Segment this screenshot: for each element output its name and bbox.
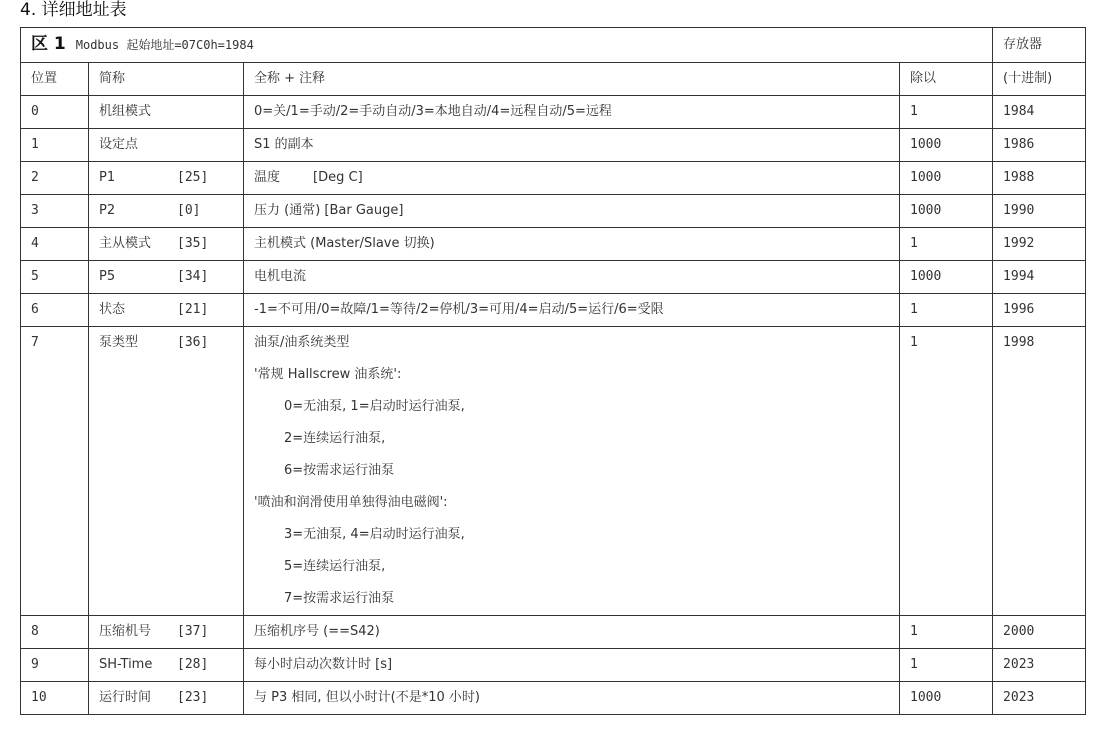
pump-type-note-line: 7=按需求运行油泵 bbox=[284, 591, 395, 606]
short-name: 主从模式 bbox=[99, 236, 152, 251]
register-tag: [35] bbox=[177, 236, 209, 251]
divide-cell: 1 bbox=[900, 294, 993, 327]
register-tag: [28] bbox=[177, 657, 209, 672]
position-cell: 2 bbox=[21, 162, 89, 195]
short-name: P2 bbox=[99, 203, 116, 218]
short-name-cell bbox=[89, 162, 244, 195]
full-name-cell: 0=关/1=手动/2=手动自动/3=本地自动/4=远程自动/5=远程 bbox=[244, 96, 900, 129]
register-header: 存放器 bbox=[993, 28, 1086, 63]
pump-type-note-line: 5=连续运行油泵, bbox=[284, 559, 386, 574]
register-tag: [34] bbox=[177, 269, 209, 284]
col-short-name: 简称 bbox=[89, 63, 244, 96]
short-name-cell bbox=[89, 261, 244, 294]
full-name-cell: 每小时启动次数计时 [s] bbox=[244, 649, 900, 682]
register-cell: 1996 bbox=[993, 294, 1086, 327]
register-cell: 1992 bbox=[993, 228, 1086, 261]
short-name: 机组模式 bbox=[99, 104, 152, 119]
register-tag: [37] bbox=[177, 624, 209, 639]
position-cell: 7 bbox=[21, 327, 89, 616]
divide-cell: 1000 bbox=[900, 682, 993, 715]
full-name-cell: 温度 [Deg C] bbox=[244, 162, 900, 195]
register-cell: 1994 bbox=[993, 261, 1086, 294]
register-tag: [36] bbox=[177, 335, 209, 350]
divide-cell: 1 bbox=[900, 649, 993, 682]
register-tag: [0] bbox=[177, 203, 201, 218]
short-name: P1 bbox=[99, 170, 116, 185]
table-row bbox=[21, 228, 1086, 261]
table-row bbox=[21, 616, 1086, 649]
table-row bbox=[21, 294, 1086, 327]
register-tag: [23] bbox=[177, 690, 209, 705]
short-name-cell bbox=[89, 327, 244, 616]
short-name-cell bbox=[89, 129, 244, 162]
column-header-row bbox=[21, 63, 1086, 96]
position-cell: 8 bbox=[21, 616, 89, 649]
col-divide: 除以 bbox=[900, 63, 993, 96]
register-tag: [21] bbox=[177, 302, 209, 317]
pump-type-note-line: 2=连续运行油泵, bbox=[284, 431, 386, 446]
register-cell: 2023 bbox=[993, 649, 1086, 682]
position-cell: 10 bbox=[21, 682, 89, 715]
position-cell: 4 bbox=[21, 228, 89, 261]
short-name: SH-Time bbox=[99, 657, 153, 672]
register-tag: [25] bbox=[177, 170, 209, 185]
short-name: 设定点 bbox=[99, 137, 139, 152]
short-name: 运行时间 bbox=[99, 690, 152, 705]
short-name-cell bbox=[89, 294, 244, 327]
divide-cell: 1000 bbox=[900, 261, 993, 294]
position-cell: 3 bbox=[21, 195, 89, 228]
short-name-cell bbox=[89, 616, 244, 649]
modbus-start-address: Modbus 起始地址=07C0h=1984 bbox=[75, 38, 254, 52]
full-name-cell: 压缩机序号 (==S42) bbox=[244, 616, 900, 649]
table-row bbox=[21, 195, 1086, 228]
table-row bbox=[21, 261, 1086, 294]
table-row bbox=[21, 96, 1086, 129]
short-name-cell bbox=[89, 649, 244, 682]
pump-type-note-line: '常规 Hallscrew 油系统': bbox=[254, 367, 402, 382]
address-table bbox=[20, 27, 1086, 715]
position-cell: 9 bbox=[21, 649, 89, 682]
region-header-row bbox=[21, 28, 1086, 63]
short-name-cell bbox=[89, 96, 244, 129]
table-row-pump-type bbox=[21, 327, 1086, 616]
col-decimal: (十进制) bbox=[993, 63, 1086, 96]
table-row bbox=[21, 129, 1086, 162]
table-row bbox=[21, 682, 1086, 715]
register-cell: 1984 bbox=[993, 96, 1086, 129]
position-cell: 6 bbox=[21, 294, 89, 327]
full-name-cell: S1 的副本 bbox=[244, 129, 900, 162]
pump-type-note-line: 3=无油泵, 4=启动时运行油泵, bbox=[284, 527, 465, 542]
pump-type-note-line: '喷油和润滑使用单独得油电磁阀': bbox=[254, 495, 448, 510]
short-name: P5 bbox=[99, 269, 116, 284]
short-name: 压缩机号 bbox=[99, 624, 152, 639]
col-position: 位置 bbox=[21, 63, 89, 96]
register-cell: 1988 bbox=[993, 162, 1086, 195]
register-cell: 1986 bbox=[993, 129, 1086, 162]
full-name-cell: 电机电流 bbox=[244, 261, 900, 294]
pump-type-note-line: 6=按需求运行油泵 bbox=[284, 463, 395, 478]
divide-cell: 1 bbox=[900, 96, 993, 129]
register-cell: 1998 bbox=[993, 327, 1086, 616]
divide-cell: 1000 bbox=[900, 129, 993, 162]
region-label: 区 1 bbox=[31, 34, 66, 54]
short-name-cell bbox=[89, 682, 244, 715]
position-cell: 5 bbox=[21, 261, 89, 294]
register-cell: 1990 bbox=[993, 195, 1086, 228]
register-cell: 2023 bbox=[993, 682, 1086, 715]
divide-cell: 1 bbox=[900, 228, 993, 261]
full-name-cell bbox=[244, 327, 900, 616]
table-row bbox=[21, 162, 1086, 195]
divide-cell: 1000 bbox=[900, 162, 993, 195]
full-name-cell: 与 P3 相同, 但以小时计(不是*10 小时) bbox=[244, 682, 900, 715]
full-name-cell: -1=不可用/0=故障/1=等待/2=停机/3=可用/4=启动/5=运行/6=受限 bbox=[244, 294, 900, 327]
pump-type-note-line: 油泵/油系统类型 bbox=[254, 335, 350, 350]
full-name-cell: 压力 (通常) [Bar Gauge] bbox=[244, 195, 900, 228]
short-name: 泵类型 bbox=[99, 335, 139, 350]
section-title: 4. 详细地址表 bbox=[20, 0, 127, 20]
table-row bbox=[21, 649, 1086, 682]
register-cell: 2000 bbox=[993, 616, 1086, 649]
divide-cell: 1 bbox=[900, 616, 993, 649]
position-cell: 0 bbox=[21, 96, 89, 129]
position-cell: 1 bbox=[21, 129, 89, 162]
full-name-cell: 主机模式 (Master/Slave 切换) bbox=[244, 228, 900, 261]
region-header-cell bbox=[21, 28, 993, 63]
pump-type-note-line: 0=无油泵, 1=启动时运行油泵, bbox=[284, 399, 465, 414]
divide-cell: 1 bbox=[900, 327, 993, 616]
short-name: 状态 bbox=[99, 302, 126, 317]
short-name-cell bbox=[89, 195, 244, 228]
col-full-name: 全称 + 注释 bbox=[244, 63, 900, 96]
short-name-cell bbox=[89, 228, 244, 261]
divide-cell: 1000 bbox=[900, 195, 993, 228]
